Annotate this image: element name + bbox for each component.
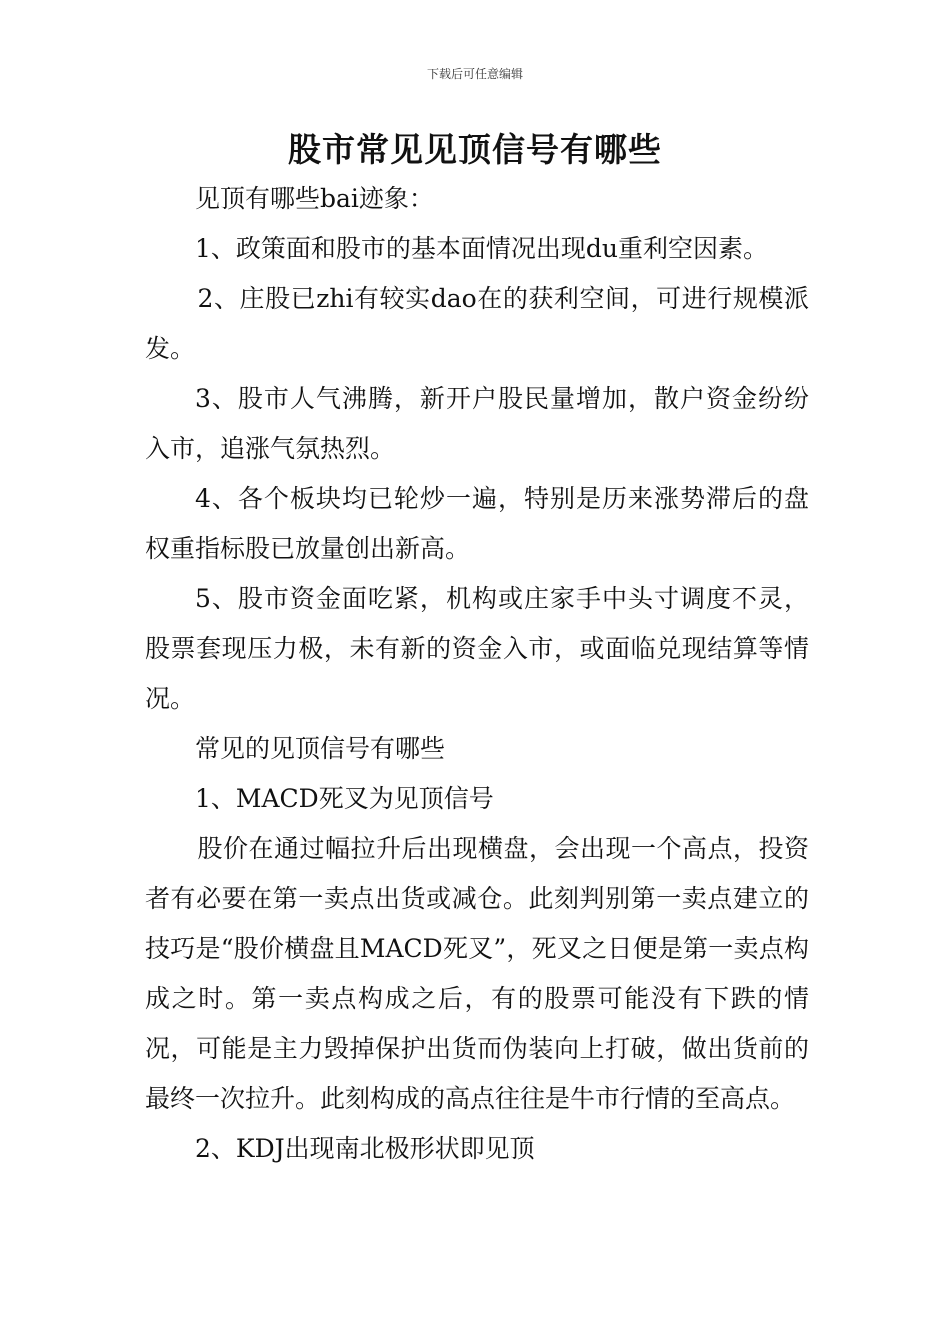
document-title: 股市常见见顶信号有哪些 — [288, 130, 662, 169]
signal-heading-macd: 1、MACD死叉为见顶信号 — [195, 784, 494, 813]
paragraph-sign-5: 5、股市资金面吃紧，机构或庄家手中头寸调度不灵，股票套现压力极，未有新的资金入市，或面临兑现结算等情况。 — [145, 584, 809, 713]
document-body — [145, 174, 809, 1174]
paragraph-sign-1: 1、政策面和股市的基本面情况出现du重利空因素。 — [195, 234, 769, 263]
page-header-note: 下载后可任意编辑 — [426, 67, 523, 81]
paragraph-intro: 见顶有哪些bai迹象： — [195, 184, 434, 213]
paragraph-sign-4: 4、各个板块均已轮炒一遍，特别是历来涨势滞后的盘权重指标股已放量创出新高。 — [145, 484, 809, 563]
paragraph-sign-2: 2、庄股已zhi有较实dao在的获利空间，可进行规模派发。 — [145, 284, 809, 363]
paragraph-macd-explanation: 股价在通过幅拉升后出现横盘，会出现一个高点，投资者有必要在第一卖点出货或减仓。此刻判别第一卖点建立的技巧是“股价横盘且MACD死叉”，死叉之日便是第一卖点构成之时。第一卖点构成之后，有的股票可能没有下跌的情况，可能是主力毁掉保护出货而伪装向上打破，做出货前的最终一次拉升。此刻构成的高点往往是牛市行情的至高点。 — [145, 834, 809, 1113]
section-heading-signals: 常见的见顶信号有哪些 — [195, 734, 446, 763]
paragraph-sign-3: 3、股市人气沸腾，新开户股民量增加，散户资金纷纷入市，追涨气氛热烈。 — [145, 384, 809, 463]
signal-heading-kdj: 2、KDJ出现南北极形状即见顶 — [195, 1134, 535, 1163]
